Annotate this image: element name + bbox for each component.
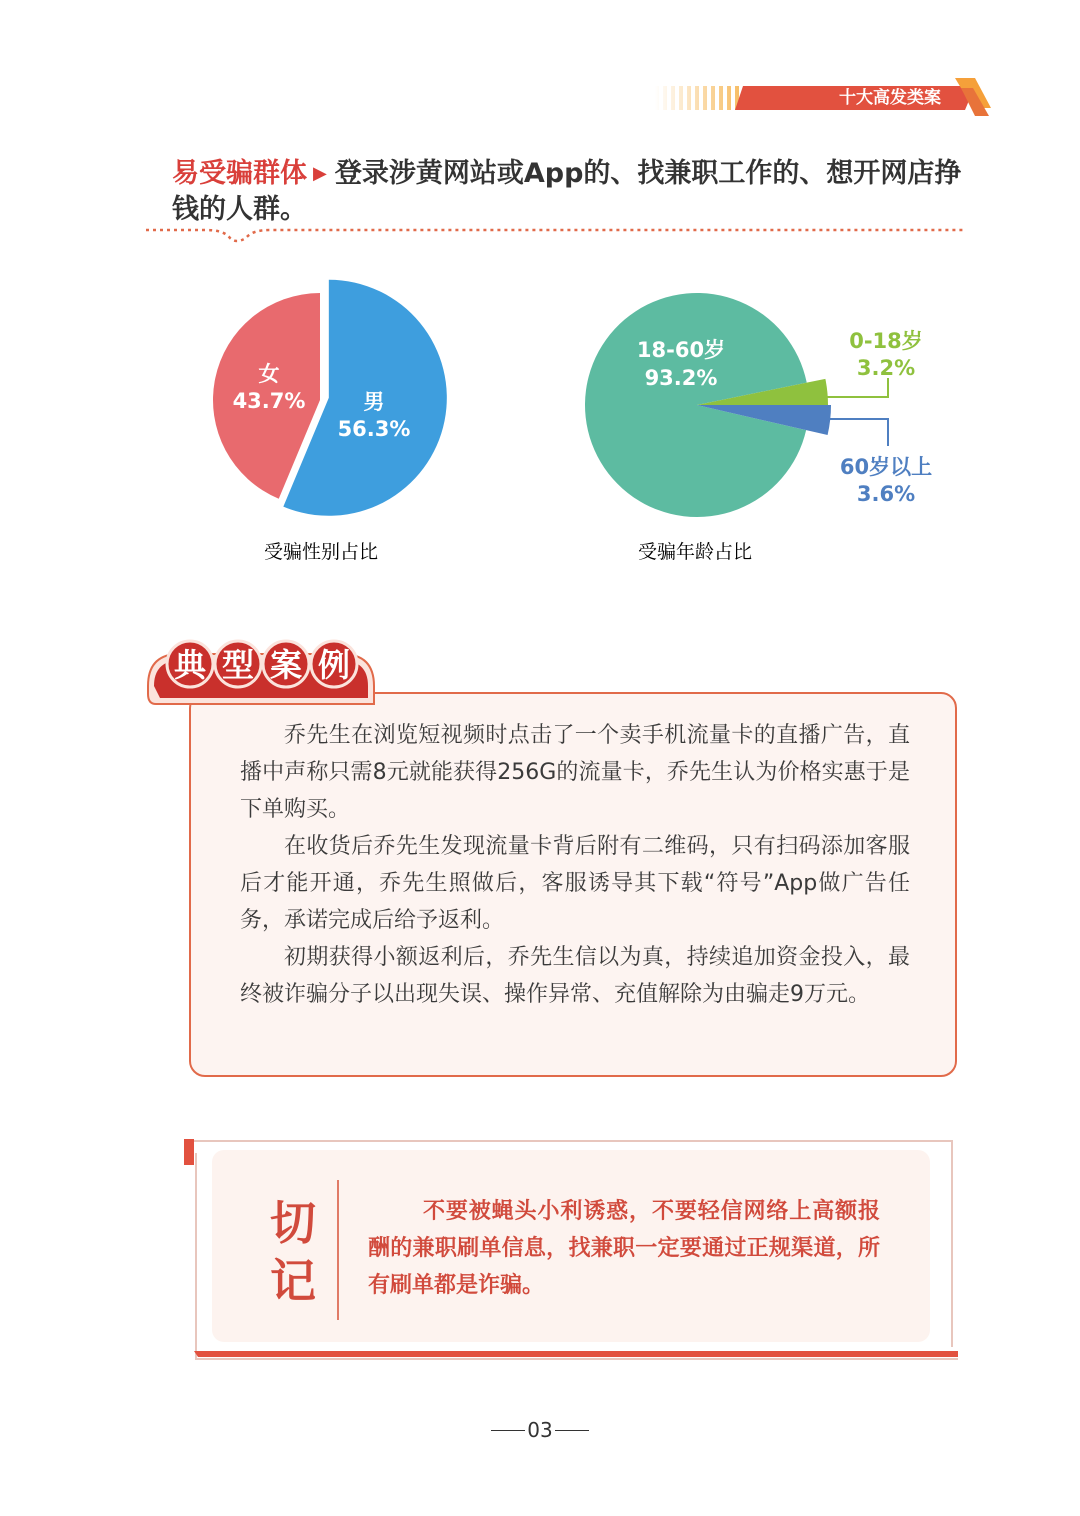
- pie-label-0-18: 0-18岁: [849, 329, 923, 353]
- pie-label-male: 男: [363, 390, 385, 414]
- page-number: [440, 1418, 640, 1442]
- case-paragraph-2: 在收货后乔先生发现流量卡背后附有二维码，只有扫码添加客服后才能开通，乔先生照做后，客服诱导其下载“符号”App做广告任务，承诺完成后给予返利。: [240, 834, 910, 933]
- badge-char-4: 例: [317, 646, 351, 684]
- pie-value-0-18: 3.2%: [856, 356, 916, 380]
- section-heading: [172, 156, 972, 228]
- charts-area: [140, 260, 1000, 600]
- pie-value-18-60: 93.2%: [644, 366, 718, 390]
- pie-value-60-plus: 3.6%: [856, 482, 916, 506]
- leader-line-60-plus: [830, 419, 888, 446]
- gender-chart-title: 受骗性别占比: [263, 541, 379, 563]
- badge-char-3: 案: [269, 646, 303, 684]
- case-paragraph-3: 初期获得小额返利后，乔先生信以为真，持续追加资金投入，最终被诈骗分子以出现失误、操作异常、充值解除为由骗走9万元。: [240, 945, 910, 1007]
- reminder-text: [368, 1193, 880, 1304]
- heading-highlight: 易受骗群体: [172, 158, 307, 189]
- triangle-icon: ▶: [313, 163, 327, 184]
- reminder-title-char-1: 切: [270, 1196, 318, 1250]
- header-ribbon-label: 十大高发类案: [839, 88, 941, 108]
- pie-value-male: 56.3%: [337, 417, 411, 441]
- reminder-separator: [337, 1180, 339, 1320]
- pie-label-60-plus: 60岁以上: [839, 455, 933, 479]
- case-text: [240, 717, 910, 1013]
- badge-char-1: 典: [173, 646, 207, 684]
- dotted-divider: [146, 226, 964, 246]
- pie-label-female: 女: [258, 362, 280, 386]
- reminder-title: [262, 1194, 326, 1310]
- reminder-title-char-2: 记: [270, 1254, 318, 1308]
- case-paragraph-1: 乔先生在浏览短视频时点击了一个卖手机流量卡的直播广告，直播中声称只需8元就能获得256G的流量卡，乔先生认为价格实惠于是下单购买。: [240, 723, 910, 822]
- case-badge: [142, 634, 378, 708]
- leader-line-0-18: [822, 378, 888, 397]
- badge-char-2: 型: [221, 646, 255, 684]
- pie-label-18-60: 18-60岁: [636, 338, 726, 362]
- page-number-value: 03: [527, 1418, 553, 1442]
- reminder-text-content: 不要被蝇头小利诱惑，不要轻信网络上高额报酬的兼职刷单信息，找兼职一定要通过正规渠道，所有刷单都是诈骗。: [368, 1199, 880, 1298]
- heading-text: 登录涉黄网站或App的、找兼职工作的、想开网店挣钱的人群。: [172, 158, 962, 225]
- age-chart-title: 受骗年龄占比: [637, 541, 753, 563]
- age-pie: [585, 293, 831, 517]
- pie-value-female: 43.7%: [232, 389, 306, 413]
